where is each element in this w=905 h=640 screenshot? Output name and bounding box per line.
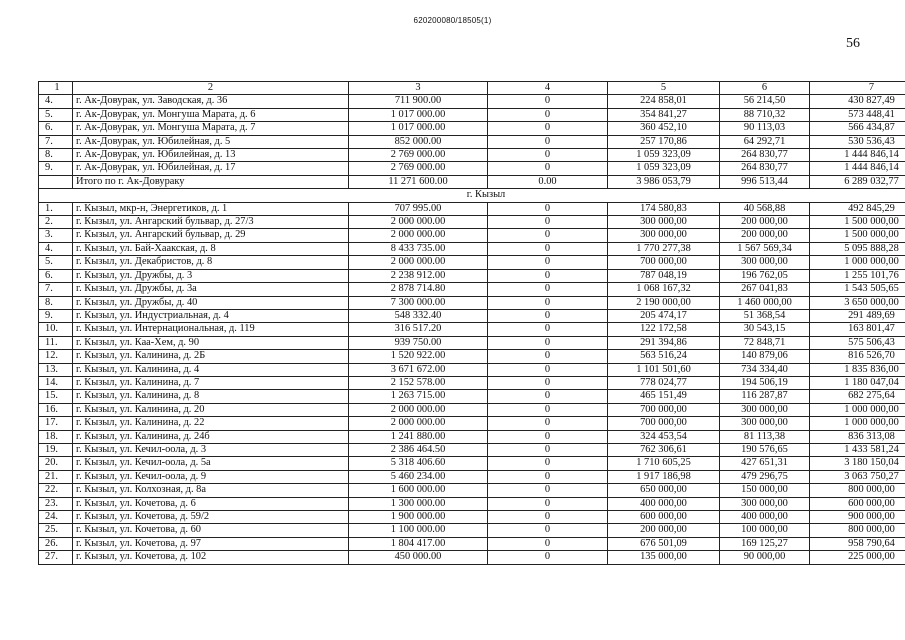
table-cell: 300 000,00 [720,256,810,269]
table-cell: 0 [488,457,608,470]
table-cell: 324 453,54 [608,430,720,443]
table-row [39,537,905,550]
table-cell: 0 [488,229,608,242]
table-row [39,269,905,282]
table-row [39,497,905,510]
table-cell: 0 [488,269,608,282]
table-cell: 6 289 032,77 [810,175,905,188]
table-cell: 122 172,58 [608,323,720,336]
table-cell: г. Ак-Довурак, ул. Юбилейная, д. 13 [73,149,349,162]
table-cell: 5 460 234.00 [349,470,488,483]
table-cell: 3 063 750,27 [810,470,905,483]
table-cell: 19. [39,443,73,456]
table-cell: 140 879,06 [720,350,810,363]
table-cell: 1 255 101,76 [810,269,905,282]
table-cell: 20. [39,457,73,470]
table-cell: 21. [39,470,73,483]
table-cell: 1 000 000,00 [810,403,905,416]
table-cell: 1 000 000,00 [810,256,905,269]
table-cell: 0 [488,511,608,524]
table-cell: 1 600 000.00 [349,484,488,497]
table-cell: 0 [488,350,608,363]
table-cell: г. Кызыл, ул. Кочетова, д. 59/2 [73,511,349,524]
header-cell: 4 [488,82,608,95]
table-cell: 734 334,40 [720,363,810,376]
table-cell: 4. [39,242,73,255]
table-cell: 90 000,00 [720,551,810,564]
table-cell: 116 287,87 [720,390,810,403]
table-cell: 996 513,44 [720,175,810,188]
table-cell: 400 000,00 [720,511,810,524]
page-number: 56 [846,36,860,51]
table-cell: 0 [488,376,608,389]
table-row [39,524,905,537]
table-cell: 0 [488,430,608,443]
table-cell: 64 292,71 [720,135,810,148]
table-cell: 264 830,77 [720,162,810,175]
table-cell: 2 878 714.80 [349,283,488,296]
table-cell: г. Ак-Довурак, ул. Юбилейная, д. 5 [73,135,349,148]
table-cell: 5. [39,256,73,269]
table-cell: 450 000.00 [349,551,488,564]
table-cell: 1 100 000.00 [349,524,488,537]
table-cell: 958 790,64 [810,537,905,550]
table-cell: 0 [488,390,608,403]
table-cell: 7. [39,135,73,148]
table-cell: 762 306,61 [608,443,720,456]
table-cell: г. Кызыл, ул. Калинина, д. 8 [73,390,349,403]
table-row [39,390,905,403]
header-cell: 3 [349,82,488,95]
table-cell: 711 900.00 [349,95,488,108]
table-cell: 0 [488,135,608,148]
table-cell: 0 [488,202,608,215]
table-cell: 6. [39,122,73,135]
table-cell: 566 434,87 [810,122,905,135]
table-cell: 200 000,00 [608,524,720,537]
header-cell: 6 [720,82,810,95]
table-cell: 17. [39,417,73,430]
table-cell: 196 762,05 [720,269,810,282]
table-row [39,283,905,296]
table-cell: 264 830,77 [720,149,810,162]
table-cell: г. Кызыл, ул. Кечил-оола, д. 3 [73,443,349,456]
header-cell: 5 [608,82,720,95]
table-cell: 2 000 000.00 [349,229,488,242]
table-row [39,511,905,524]
table-cell: г. Кызыл, ул. Бай-Хаакская, д. 8 [73,242,349,255]
table-cell: г. Кызыл, ул. Калинина, д. 2Б [73,350,349,363]
table-cell: 1 543 505,65 [810,283,905,296]
table-cell: 5. [39,108,73,121]
table-row [39,443,905,456]
table-cell: 200 000,00 [720,229,810,242]
table-row [39,122,905,135]
table-cell: 3 986 053,79 [608,175,720,188]
table-cell: 2 000 000.00 [349,417,488,430]
table-row [39,430,905,443]
table-cell: 0 [488,216,608,229]
table-cell: 0 [488,417,608,430]
table-cell: 787 048,19 [608,269,720,282]
table-row [39,229,905,242]
table-cell: 0 [488,309,608,322]
table-row [39,135,905,148]
table-cell: 1 500 000,00 [810,229,905,242]
table-cell: 300 000,00 [720,417,810,430]
table-cell: 836 313,08 [810,430,905,443]
table-cell: 205 474,17 [608,309,720,322]
table-cell: 1 263 715.00 [349,390,488,403]
table-cell: г. Кызыл, ул. Ангарский бульвар, д. 29 [73,229,349,242]
table-cell: г. Кызыл, ул. Калинина, д. 4 [73,363,349,376]
table-cell: 816 526,70 [810,350,905,363]
table-cell: 300 000,00 [608,229,720,242]
table-cell: г. Кызыл, ул. Кечил-оола, д. 9 [73,470,349,483]
table-row [39,457,905,470]
table-cell: 1 804 417.00 [349,537,488,550]
table-cell: 3 650 000,00 [810,296,905,309]
table-cell: 22. [39,484,73,497]
table-header-row [39,82,905,95]
table-cell: 0 [488,108,608,121]
table-cell: г. Кызыл, ул. Каа-Хем, д. 90 [73,336,349,349]
table-cell: 1 567 569,34 [720,242,810,255]
table-cell: 1 444 846,14 [810,149,905,162]
table-cell: г. Кызыл, ул. Дружбы, д. 40 [73,296,349,309]
table-cell: 1 460 000,00 [720,296,810,309]
table-cell: 0 [488,403,608,416]
table-cell: 3 180 150,04 [810,457,905,470]
table-cell: 2 152 578.00 [349,376,488,389]
table-cell: 14. [39,376,73,389]
table-cell: 2 769 000.00 [349,162,488,175]
table-cell: 300 000,00 [608,216,720,229]
table-cell: г. Кызыл, ул. Дружбы, д. 3а [73,283,349,296]
table-cell: 1 059 323,09 [608,162,720,175]
table-cell: 12. [39,350,73,363]
table-row [39,216,905,229]
table-cell: 2. [39,216,73,229]
header-cell: 7 [810,82,905,95]
table-row [39,149,905,162]
table-cell: 548 332.40 [349,309,488,322]
table-cell: 6. [39,269,73,282]
table-cell: 174 580,83 [608,202,720,215]
table-cell: 360 452,10 [608,122,720,135]
table-cell: г. Ак-Довурак, ул. Монгуша Марата, д. 6 [73,108,349,121]
table-cell: 72 848,71 [720,336,810,349]
table-cell: 300 000,00 [720,497,810,510]
table-cell: 1 710 605,25 [608,457,720,470]
table-cell: 2 190 000,00 [608,296,720,309]
table-cell: 0 [488,242,608,255]
table-cell: 0 [488,524,608,537]
table-cell: г. Кызыл, ул. Кечил-оола, д. 5а [73,457,349,470]
table-cell: 0 [488,470,608,483]
table-cell: 1 017 000.00 [349,108,488,121]
table-cell: г. Ак-Довурак, ул. Монгуша Марата, д. 7 [73,122,349,135]
table-cell: г. Кызыл, ул. Ангарский бульвар, д. 27/3 [73,216,349,229]
table-cell: 1 000 000,00 [810,417,905,430]
table-cell: 291 394,86 [608,336,720,349]
table-cell: 800 000,00 [810,484,905,497]
table-cell: г. Ак-Довурак, ул. Заводская, д. 36 [73,95,349,108]
table-cell: 23. [39,497,73,510]
table-cell: 430 827,49 [810,95,905,108]
table-row [39,309,905,322]
table-cell: г. Кызыл, ул. Индустриальная, д. 4 [73,309,349,322]
table-cell: г. Кызыл, ул. Калинина, д. 20 [73,403,349,416]
table-cell: 15. [39,390,73,403]
table-cell: 257 170,86 [608,135,720,148]
table-cell: 1. [39,202,73,215]
table-cell: 7. [39,283,73,296]
table-cell: 1 180 047,04 [810,376,905,389]
table-row [39,296,905,309]
table-row [39,551,905,564]
table-cell: 563 516,24 [608,350,720,363]
table-cell: 1 300 000.00 [349,497,488,510]
table-cell: 0 [488,537,608,550]
table-cell: 939 750.00 [349,336,488,349]
table-cell: 3 671 672.00 [349,363,488,376]
table-cell: 8 433 735.00 [349,242,488,255]
table-cell: 27. [39,551,73,564]
table-cell: 0 [488,296,608,309]
table-cell: 0 [488,443,608,456]
table-cell: 100 000,00 [720,524,810,537]
table-cell: 0 [488,256,608,269]
table-cell: 1 059 323,09 [608,149,720,162]
table-cell: 25. [39,524,73,537]
data-table [38,81,905,565]
table-row [39,363,905,376]
table-cell: 18. [39,430,73,443]
table-cell: 90 113,03 [720,122,810,135]
table-row [39,350,905,363]
table-cell: г. Ак-Довурак, ул. Юбилейная, д. 17 [73,162,349,175]
section-title: г. Кызыл [39,189,905,202]
table-cell: 11. [39,336,73,349]
table-cell: 200 000,00 [720,216,810,229]
table-cell: 9. [39,162,73,175]
table-cell: 1 770 277,38 [608,242,720,255]
table-row [39,95,905,108]
table-cell: 0 [488,162,608,175]
table-cell: г. Кызыл, ул. Калинина, д. 7 [73,376,349,389]
table-cell: 0 [488,551,608,564]
table-cell: 400 000,00 [608,497,720,510]
table-cell: 700 000,00 [608,417,720,430]
table-cell: 3. [39,229,73,242]
table-row [39,108,905,121]
table-cell: 852 000.00 [349,135,488,148]
table-cell: 900 000,00 [810,511,905,524]
table-cell: Итого по г. Ак-Довураку [73,175,349,188]
table-cell: 51 368,54 [720,309,810,322]
table-cell: г. Кызыл, мкр-н, Энергетиков, д. 1 [73,202,349,215]
table-cell: 1 444 846,14 [810,162,905,175]
table-row [39,403,905,416]
table-cell: 300 000,00 [720,403,810,416]
table-cell: 2 386 464.50 [349,443,488,456]
table-cell: г. Кызыл, ул. Кочетова, д. 60 [73,524,349,537]
table-cell: 0 [488,149,608,162]
table-cell: 0 [488,363,608,376]
table-cell: 4. [39,95,73,108]
table-cell: 26. [39,537,73,550]
table-cell: 1 241 880.00 [349,430,488,443]
table-row [39,202,905,215]
table-cell: 1 500 000,00 [810,216,905,229]
table-cell: 676 501,09 [608,537,720,550]
table-cell: 0 [488,283,608,296]
table-cell: 40 568,88 [720,202,810,215]
table-cell: 316 517.20 [349,323,488,336]
table-cell: 5 318 406.60 [349,457,488,470]
document-id: 620200080/18505(1) [413,16,492,25]
table-cell: 8. [39,296,73,309]
table-row [39,470,905,483]
table-cell: 267 041,83 [720,283,810,296]
table-cell: 1 433 581,24 [810,443,905,456]
table-cell: 2 000 000.00 [349,403,488,416]
table-cell: 56 214,50 [720,95,810,108]
table-cell: 16. [39,403,73,416]
header-cell: 1 [39,82,73,95]
table-cell: г. Кызыл, ул. Калинина, д. 24б [73,430,349,443]
table-row [39,323,905,336]
table-cell: 10. [39,323,73,336]
table-cell: 600 000,00 [810,497,905,510]
table-cell: г. Кызыл, ул. Декабристов, д. 8 [73,256,349,269]
table-cell: 0 [488,336,608,349]
table-cell: 163 801,47 [810,323,905,336]
table-cell: 530 536,43 [810,135,905,148]
table-cell: г. Кызыл, ул. Колхозная, д. 8а [73,484,349,497]
table-cell: 1 520 922.00 [349,350,488,363]
table-cell: 700 000,00 [608,403,720,416]
table-cell: 5 095 888,28 [810,242,905,255]
table-row [39,336,905,349]
table-cell: 682 275,64 [810,390,905,403]
table-cell: 190 576,65 [720,443,810,456]
table-cell: 778 024,77 [608,376,720,389]
table-row [39,484,905,497]
total-row [39,175,905,188]
table-cell: 650 000,00 [608,484,720,497]
section-row [39,189,905,202]
table-cell: 135 000,00 [608,551,720,564]
table-cell: 492 845,29 [810,202,905,215]
table-cell: г. Кызыл, ул. Калинина, д. 22 [73,417,349,430]
table-cell: 291 489,69 [810,309,905,322]
table-cell [39,175,73,188]
header-cell: 2 [73,82,349,95]
table-row [39,417,905,430]
table-cell: 0.00 [488,175,608,188]
table-cell: 575 506,43 [810,336,905,349]
table-row [39,256,905,269]
table-cell: 0 [488,122,608,135]
table-row [39,162,905,175]
table-cell: г. Кызыл, ул. Интернациональная, д. 119 [73,323,349,336]
table-cell: г. Кызыл, ул. Кочетова, д. 6 [73,497,349,510]
table-cell: г. Кызыл, ул. Кочетова, д. 102 [73,551,349,564]
table-cell: 1 068 167,32 [608,283,720,296]
table-cell: 2 769 000.00 [349,149,488,162]
table-cell: 150 000,00 [720,484,810,497]
table-cell: 88 710,32 [720,108,810,121]
table-cell: г. Кызыл, ул. Кочетова, д. 97 [73,537,349,550]
table-cell: 1 017 000.00 [349,122,488,135]
table-cell: 1 835 836,00 [810,363,905,376]
table-cell: 0 [488,484,608,497]
table-cell: 2 000 000.00 [349,256,488,269]
table-cell: 707 995.00 [349,202,488,215]
table-cell: 13. [39,363,73,376]
table-cell: 1 101 501,60 [608,363,720,376]
table-cell: 600 000,00 [608,511,720,524]
table-cell: 8. [39,149,73,162]
table-row [39,242,905,255]
table-cell: 465 151,49 [608,390,720,403]
table-cell: 1 900 000.00 [349,511,488,524]
table-cell: г. Кызыл, ул. Дружбы, д. 3 [73,269,349,282]
table-cell: 0 [488,323,608,336]
table-cell: 0 [488,497,608,510]
table-cell: 81 113,38 [720,430,810,443]
table-cell: 573 448,41 [810,108,905,121]
table-cell: 9. [39,309,73,322]
table-cell: 354 841,27 [608,108,720,121]
table-cell: 427 651,31 [720,457,810,470]
table-cell: 1 917 186,98 [608,470,720,483]
table-cell: 225 000,00 [810,551,905,564]
table-cell: 24. [39,511,73,524]
table-cell: 479 296,75 [720,470,810,483]
table-cell: 2 000 000.00 [349,216,488,229]
table-cell: 700 000,00 [608,256,720,269]
table-cell: 224 858,01 [608,95,720,108]
table-row [39,376,905,389]
table-cell: 2 238 912.00 [349,269,488,282]
table-cell: 194 506,19 [720,376,810,389]
table-cell: 30 543,15 [720,323,810,336]
table-cell: 169 125,27 [720,537,810,550]
table-cell: 800 000,00 [810,524,905,537]
table-cell: 0 [488,95,608,108]
table-cell: 7 300 000.00 [349,296,488,309]
table-cell: 11 271 600.00 [349,175,488,188]
